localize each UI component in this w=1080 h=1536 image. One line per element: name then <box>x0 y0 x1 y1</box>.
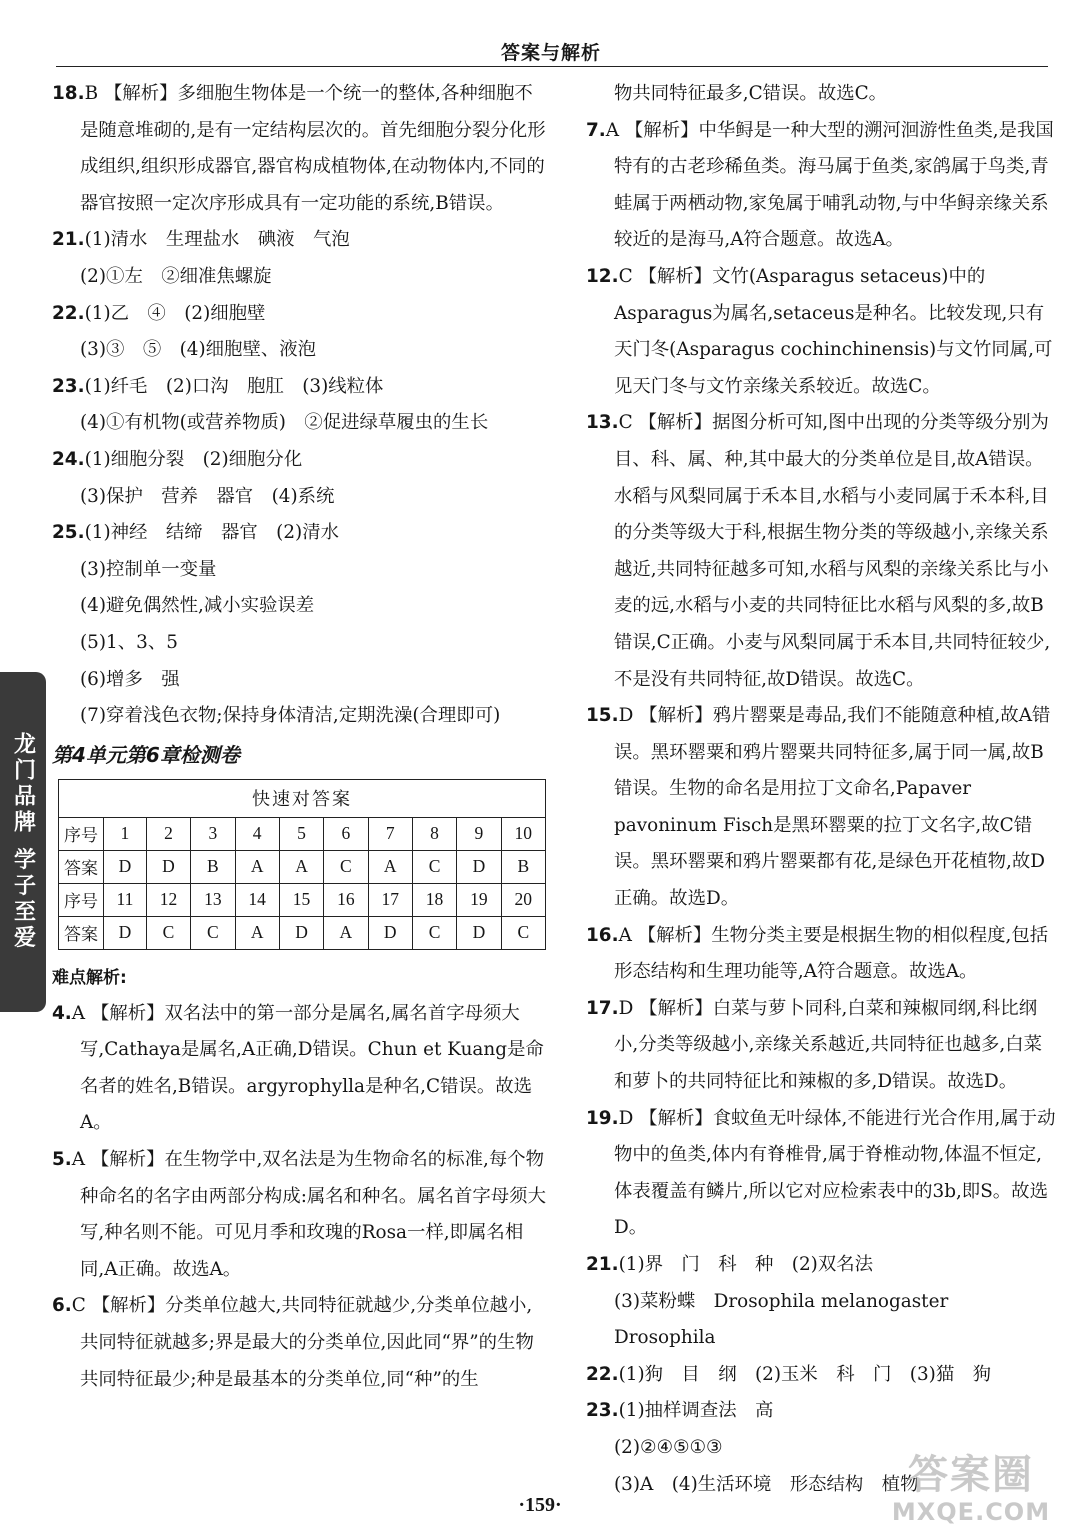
header-rule <box>56 66 1048 67</box>
table-cell: D <box>457 916 501 949</box>
watermark-logo <box>876 1452 1066 1532</box>
table-cell: B <box>501 850 545 883</box>
side-brand-tab: 龙门品牌 学子至爱 <box>0 672 46 1012</box>
table-cell: 10 <box>501 817 545 850</box>
answer-r21-line2: (3)菜粉蝶 Drosophila melanogaster Drosophila <box>614 1290 967 1349</box>
answer-25-line3: (4)避免偶然性,减小实验误差 <box>80 595 315 617</box>
table-cell: D <box>104 850 147 883</box>
answer-25-line1: 25.(1)神经 结缔 器官 (2)清水 <box>52 522 339 544</box>
answer-21-line2: (2)①左 ②细准焦螺旋 <box>80 265 272 287</box>
table-row-numbers-2 <box>59 883 546 916</box>
table-cell: 12 <box>146 883 190 916</box>
table-cell: A <box>235 850 279 883</box>
answer-25-line5: (6)增多 强 <box>80 668 180 690</box>
table-cell: 7 <box>368 817 412 850</box>
table-cell: 15 <box>279 883 323 916</box>
answer-22-line2: (3)③ ⑤ (4)细胞壁、液泡 <box>80 339 317 361</box>
table-cell: A <box>368 850 412 883</box>
answer-23-line1: 23.(1)纤毛 (2)口沟 胞肛 (3)线粒体 <box>52 375 384 397</box>
table-cell: 19 <box>457 883 501 916</box>
left-column <box>52 76 550 1398</box>
answer-21-line1: 21.(1)清水 生理盐水 碘液 气泡 <box>52 229 350 251</box>
table-cell: B <box>191 850 235 883</box>
answer-16: 16.A 【解析】生物分类主要是根据生物的相似程度,包括形态结构和生理功能等,A符合题意。故选A。 <box>586 924 1049 983</box>
page-number: ·159· <box>518 1494 562 1516</box>
answer-r23-line1: 23.(1)抽样调查法 高 <box>586 1400 774 1422</box>
answer-18: 18.B 【解析】多细胞生物体是一个统一的整体,各种细胞不是随意堆砌的,是有一定结构层次的。首先细胞分裂分化形成组织,组织形成器官,器官构成植物体,在动物体内,不同的器官按照一定次序形成具有一定功能的系统,B错误。 <box>52 83 546 214</box>
table-cell: C <box>412 916 456 949</box>
table-label-no: 序号 <box>59 883 104 916</box>
table-cell: C <box>191 916 235 949</box>
table-caption: 快速对答案 <box>59 779 546 817</box>
quick-answer-table <box>58 779 546 950</box>
answer-13: 13.C 【解析】据图分析可知,图中出现的分类等级分别为目、科、属、种,其中最大的分类单位是目,故A错误。水稻与风梨同属于禾本目,水稻与小麦同属于禾本科,目的分类等级大于科,根据生物分类的等级越小,亲缘关系越近,共同特征越多可知,水稻与风梨的亲缘关系比与小麦的远,水稻与小麦的共同特征比水稻与风梨的多,故B错误,C正确。小麦与风梨同属于禾本目,共同特征较少,不是没有共同特征,故D错误。故选C。 <box>586 412 1051 690</box>
table-cell: C <box>146 916 190 949</box>
table-cell: 4 <box>235 817 279 850</box>
answer-25-line6: (7)穿着浅色衣物;保持身体清洁,定期洗澡(合理即可) <box>80 705 501 727</box>
table-cell: C <box>501 916 545 949</box>
section-title: 第4单元第6章检测卷 <box>52 742 240 767</box>
watermark-line1: 答案圈 <box>908 1452 1034 1498</box>
answer-5: 5.A 【解析】在生物学中,双名法是为生物命名的标准,每个物种命名的名字由两部分构成:属名和种名。属名首字母须大写,种名则不能。可见月季和玫瑰的Rosa一样,即属名相同,A正确。故选A。 <box>52 1149 546 1280</box>
answer-r21-line1: 21.(1)界 门 科 种 (2)双名法 <box>586 1254 873 1275</box>
table-cell: 9 <box>457 817 501 850</box>
table-cell: 14 <box>235 883 279 916</box>
right-column <box>586 76 1058 1503</box>
table-cell: 11 <box>104 883 147 916</box>
answer-22-line1: 22.(1)乙 ④ (2)细胞壁 <box>52 302 266 324</box>
table-cell: 13 <box>191 883 235 916</box>
table-cell: 2 <box>146 817 190 850</box>
answer-6: 6.C 【解析】分类单位越大,共同特征就越少,分类单位越小,共同特征就越多;界是最大的分类单位,因此同“界”的生物共同特征最少;种是最基本的分类单位,同“种”的生 <box>52 1295 534 1390</box>
table-cell: C <box>412 850 456 883</box>
table-cell: 3 <box>191 817 235 850</box>
table-label-no: 序号 <box>59 817 104 850</box>
table-row-numbers-1 <box>59 817 546 850</box>
page-header-title: 答案与解析 <box>500 42 601 64</box>
answer-15: 15.D 【解析】鸦片罂粟是毒品,我们不能随意种植,故A错误。黑环罂粟和鸦片罂粟共同特征多,属于同一属,故B错误。生物的命名是用拉丁文命名,Papaver pavoninum Fisch是黑环罂粟的拉丁文名字,故C错误。黑环罂粟和鸦片罂粟都有花,是绿色开花植物,故D正确。故选D。 <box>586 705 1051 910</box>
watermark-line2: MXQE.COM <box>891 1498 1051 1526</box>
answer-r23-line3: (3)A (4)生活环境 形态结构 植物 <box>614 1473 919 1495</box>
table-cell: 16 <box>324 883 368 916</box>
answer-25-line2: (3)控制单一变量 <box>80 558 217 580</box>
table-label-ans: 答案 <box>59 850 104 883</box>
table-cell: C <box>324 850 368 883</box>
table-cell: 18 <box>412 883 456 916</box>
table-label-ans: 答案 <box>59 916 104 949</box>
answer-r23-line2: (2)②④⑤①③ <box>614 1436 723 1458</box>
table-cell: A <box>279 850 323 883</box>
table-cell: D <box>457 850 501 883</box>
table-cell: 17 <box>368 883 412 916</box>
table-cell: D <box>146 850 190 883</box>
table-cell: 1 <box>104 817 147 850</box>
answer-24-line1: 24.(1)细胞分裂 (2)细胞分化 <box>52 448 303 470</box>
answer-r22-line1: 22.(1)狗 目 纲 (2)玉米 科 门 (3)猫 狗 <box>586 1363 991 1385</box>
hard-analysis-title: 难点解析: <box>52 967 127 988</box>
table-cell: D <box>279 916 323 949</box>
answer-12: 12.C 【解析】文竹(Asparagus setaceus)中的Asparagus为属名,setaceus是种名。比较发现,只有天门冬(Asparagus cochinchinensis)与文竹同属,可见天门冬与文竹亲缘关系较近。故选C。 <box>586 265 1053 397</box>
table-cell: A <box>324 916 368 949</box>
answer-24-line2: (3)保护 营养 器官 (4)系统 <box>80 485 335 507</box>
answer-19: 19.D 【解析】食蚊鱼无叶绿体,不能进行光合作用,属于动物中的鱼类,体内有脊椎骨,属于脊椎动物,体温不恒定,体表覆盖有鳞片,所以它对应检索表中的3b,即S。故选D。 <box>586 1107 1056 1239</box>
table-cell: 8 <box>412 817 456 850</box>
answer-17: 17.D 【解析】白菜与萝卜同科,白菜和辣椒同纲,科比纲小,分类等级越小,亲缘关系越近,共同特征也越多,白菜和萝卜的共同特征比和辣椒的多,D错误。故选D。 <box>586 997 1042 1093</box>
table-cell: A <box>235 916 279 949</box>
table-row-answers-1 <box>59 850 546 883</box>
answer-4: 4.A 【解析】双名法中的第一部分是属名,属名首字母须大写,Cathaya是属名,A正确,D错误。Chun et Kuang是命名者的姓名,B错误。argyrophylla是种名,C错误。故选A。 <box>52 1002 544 1134</box>
table-cell: 20 <box>501 883 545 916</box>
table-row-answers-2 <box>59 916 546 949</box>
answer-23-line2: (4)①有机物(或营养物质) ②促进绿草履虫的生长 <box>80 412 489 434</box>
table-cell: 6 <box>324 817 368 850</box>
table-cell: D <box>368 916 412 949</box>
answer-25-line4: (5)1、3、5 <box>80 631 178 653</box>
table-cell: D <box>104 916 147 949</box>
table-cell: 5 <box>279 817 323 850</box>
answer-7: 7.A 【解析】中华鲟是一种大型的溯河洄游性鱼类,是我国特有的古老珍稀鱼类。海马属于鱼类,家鸽属于鸟类,青蛙属于两栖动物,家兔属于哺乳动物,与中华鲟亲缘关系较近的是海马,A符合题意。故选A。 <box>586 119 1054 251</box>
answer-6-continued: 物共同特征最多,C错误。故选C。 <box>614 83 888 104</box>
